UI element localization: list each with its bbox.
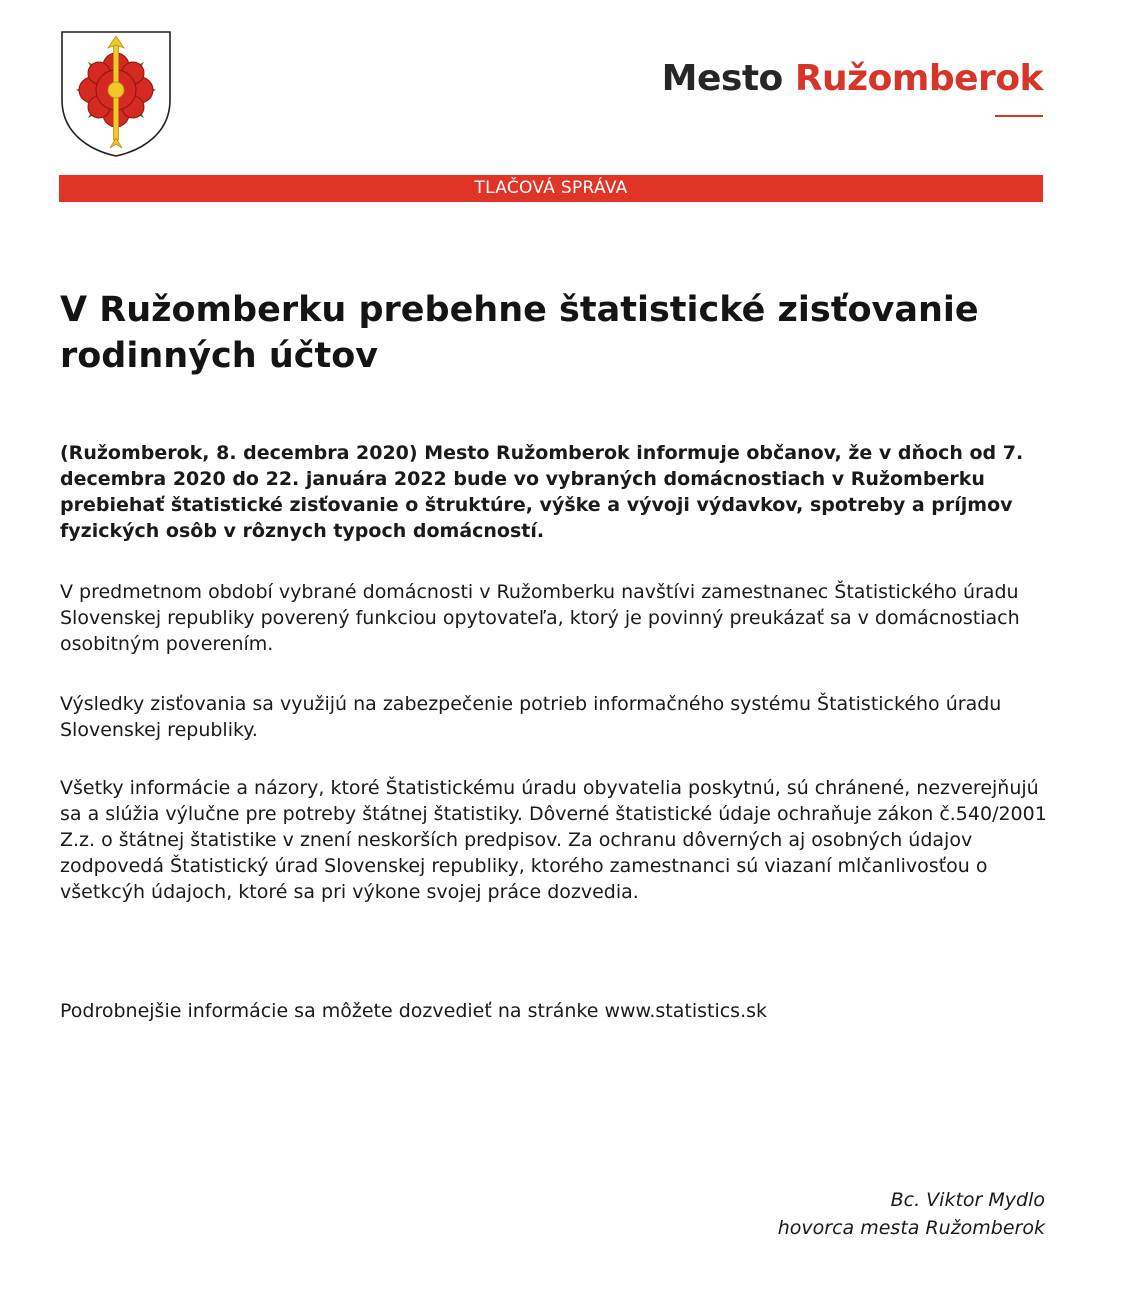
city-brand-logo <box>662 58 1043 99</box>
brand-word-ruzomberok: Ružomberok <box>794 58 1043 99</box>
brand-underline <box>995 115 1043 117</box>
press-release-banner: TLAČOVÁ SPRÁVA <box>59 175 1043 202</box>
article-headline: V Ružomberku prebehne štatistické zisťovanie rodinných účtov <box>60 290 979 376</box>
article-paragraph-2: Výsledky zisťovania sa využijú na zabezpečenie potrieb informačného systému Štatistického úradu Slovenskej republiky. <box>60 693 1002 741</box>
signature-block <box>778 1186 1045 1242</box>
signature-name: Bc. Viktor Mydlo <box>890 1189 1045 1211</box>
coat-of-arms-icon <box>60 30 172 158</box>
brand-word-mesto: Mesto <box>661 58 783 99</box>
signature-role: hovorca mesta Ružomberok <box>777 1217 1045 1239</box>
article-more-info: Podrobnejšie informácie sa môžete dozvedieť na stránke www.statistics.sk <box>60 1000 768 1022</box>
article-lead-paragraph: (Ružomberok, 8. decembra 2020) Mesto Ružomberok informuje občanov, že v dňoch od 7. decembra 2020 do 22. januára 2022 bude vo vybraných domácnostiach v Ružomberku prebiehať štatistické zisťovanie o štruktúre, výške a vývoji výdavkov, spotreby a príjmov fyzických osôb v rôznych typoch domácností. <box>60 442 1024 542</box>
article-paragraph-3: Všetky informácie a názory, ktoré Štatistickému úradu obyvatelia poskytnú, sú chránené, nezverejňujú sa a slúžia výlučne pre potreby štátnej štatistiky. Dôverné štatistické údaje ochraňuje zákon č.540/2001 Z.z. o štátnej štatistike v znení neskorších predpisov. Za ochranu dôverných aj osobných údajov zodpovedá Štatistický úrad Slovenskej republiky, ktorého zamestnanci sú viazaní mlčanlivosťou o všetkcýh údajoch, ktoré sa pri výkone svojej práce dozvedia. <box>60 777 1047 903</box>
article-paragraph-1: V predmetnom období vybrané domácnosti v Ružomberku navštívi zamestnanec Štatistického úradu Slovenskej republiky poverený funkciou opytovateľa, ktorý je povinný preukázať sa v domácnostiach osobitným poverením. <box>60 581 1020 655</box>
